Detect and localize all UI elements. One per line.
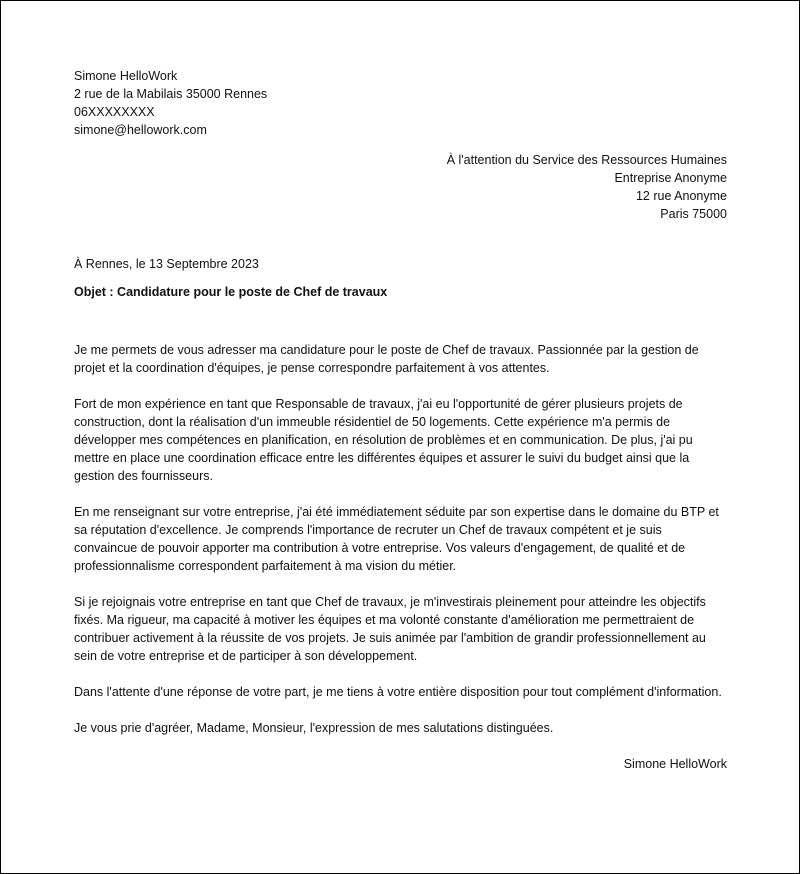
- sender-phone: 06XXXXXXXX: [74, 105, 155, 119]
- signature: Simone HelloWork: [623, 757, 727, 771]
- recipient-block: [74, 151, 727, 223]
- recipient-street: 12 rue Anonyme: [635, 189, 727, 203]
- sender-address: 2 rue de la Mabilais 35000 Rennes: [74, 87, 268, 101]
- recipient-company: Entreprise Anonyme: [614, 171, 727, 185]
- date-line: À Rennes, le 13 Septembre 2023: [74, 257, 259, 271]
- sender-block: [74, 67, 727, 139]
- body-paragraph: Dans l'attente d'une réponse de votre part, je me tiens à votre entière disposition pour tout complément d'information.: [74, 685, 722, 699]
- sender-name: Simone HelloWork: [74, 69, 178, 83]
- sender-email: simone@hellowork.com: [74, 123, 207, 137]
- letter-body: [74, 341, 727, 737]
- recipient-city: Paris 75000: [660, 207, 727, 221]
- recipient-attention: À l'attention du Service des Ressources Humaines: [446, 153, 727, 167]
- body-paragraph: Si je rejoignais votre entreprise en tant que Chef de travaux, je m'investirais pleinement pour atteindre les objectifs fixés. Ma rigueur, ma capacité à motiver les équipes et ma volonté constante d'amélioration me permettraient de contribuer activement à la réussite de vos projets. Je suis animée par l'ambition de grandir professionnellement au sein de votre entreprise et de participer à son développement.: [74, 595, 706, 663]
- body-paragraph: Fort de mon expérience en tant que Responsable de travaux, j'ai eu l'opportunité de gérer plusieurs projets de construction, dont la réalisation d'un immeuble résidentiel de 50 logements. Cette expérience m'a permis de développer mes compétences en planification, en résolution de problèmes et en communication. De plus, j'ai pu mettre en place une coordination efficace entre les différentes équipes et assurer le suivi du budget ainsi que la gestion des fournisseurs.: [74, 397, 693, 483]
- subject-line: Objet : Candidature pour le poste de Chef de travaux: [74, 285, 388, 299]
- closing-paragraph: Je vous prie d'agréer, Madame, Monsieur, l'expression de mes salutations distinguées.: [74, 721, 554, 735]
- body-paragraph: Je me permets de vous adresser ma candidature pour le poste de Chef de travaux. Passionnée par la gestion de projet et la coordination d'équipes, je pense correspondre parfaitement à vos attentes.: [74, 343, 699, 375]
- body-paragraph: En me renseignant sur votre entreprise, j'ai été immédiatement séduite par son expertise dans le domaine du BTP et sa réputation d'excellence. Je comprends l'importance de recruter un Chef de travaux compétent et je suis convaincue de pouvoir apporter ma contribution à votre entreprise. Vos valeurs d'engagement, de qualité et de professionnalisme correspondent parfaitement à ma vision du métier.: [74, 505, 719, 573]
